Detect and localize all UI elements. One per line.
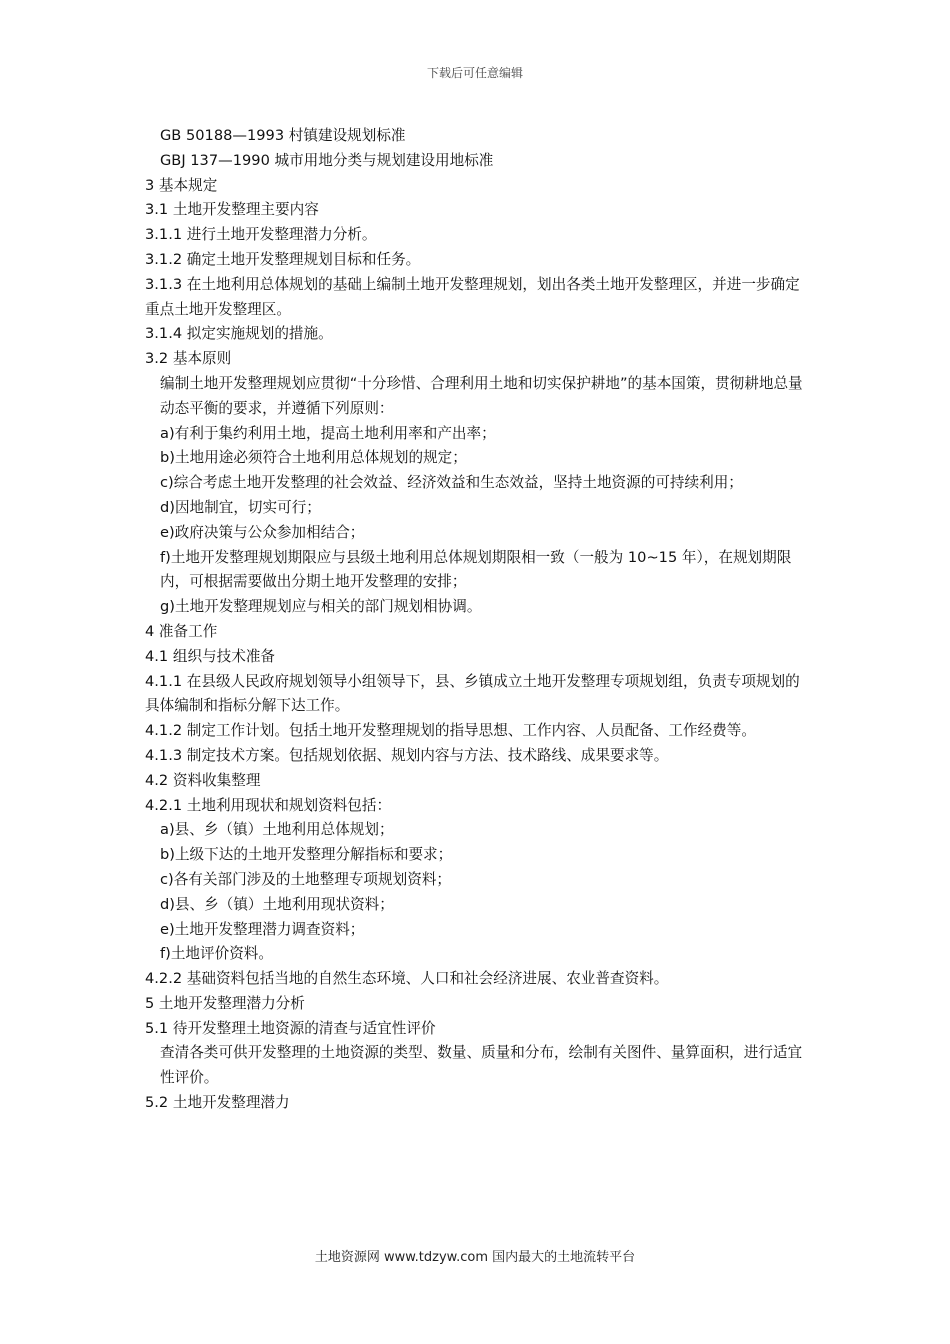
- subsection-heading: 4.1 组织与技术准备: [145, 647, 276, 665]
- clause: 4.1.3 制定技术方案。包括规划依据、规划内容与方法、技术路线、成果要求等。: [145, 746, 669, 764]
- subsection-heading: 4.2 资料收集整理: [145, 771, 261, 789]
- paragraph: 编制土地开发整理规划应贯彻“十分珍惜、合理利用土地和切实保护耕地”的基本国策，贯彻耕地总量动态平衡的要求，并遵循下列原则：: [160, 374, 803, 417]
- list-item: a)县、乡（镇）土地利用总体规划；: [160, 821, 394, 839]
- list-item: e)土地开发整理潜力调查资料；: [160, 920, 365, 938]
- clause: 4.2.1 土地利用现状和规划资料包括：: [145, 796, 392, 814]
- list-item: c)各有关部门涉及的土地整理专项规划资料；: [160, 870, 452, 888]
- section-heading: 3 基本规定: [145, 176, 218, 194]
- clause: 4.2.2 基础资料包括当地的自然生态环境、人口和社会经济进展、农业普查资料。: [145, 970, 669, 988]
- subsection-heading: 5.2 土地开发整理潜力: [145, 1094, 290, 1112]
- list-item: e)政府决策与公众参加相结合；: [160, 523, 365, 541]
- list-item: c)综合考虑土地开发整理的社会效益、经济效益和生态效益，坚持土地资源的可持续利用；: [160, 474, 743, 492]
- clause: 3.1.2 确定土地开发整理规划目标和任务。: [145, 250, 421, 268]
- page-footer: 土地资源网 www.tdzyw.com 国内最大的土地流转平台: [314, 1250, 636, 1265]
- subsection-heading: 3.2 基本原则: [145, 350, 232, 368]
- standard-reference: GBJ 137—1990 城市用地分类与规划建设用地标准: [160, 151, 494, 169]
- list-item: g)土地开发整理规划应与相关的部门规划相协调。: [160, 598, 482, 616]
- list-item: b)上级下达的土地开发整理分解指标和要求；: [160, 846, 453, 864]
- page-header: 下载后可任意编辑: [426, 66, 523, 80]
- clause: 3.1.1 进行土地开发整理潜力分析。: [145, 226, 377, 244]
- document-body: [145, 124, 807, 1116]
- subsection-heading: 3.1 土地开发整理主要内容: [145, 201, 319, 219]
- list-item: a)有利于集约利用土地，提高土地利用率和产出率；: [160, 424, 496, 442]
- list-item: d)因地制宜，切实可行；: [160, 498, 321, 516]
- subsection-heading: 5.1 待开发整理土地资源的清查与适宜性评价: [145, 1019, 436, 1037]
- list-item: f)土地评价资料。: [160, 945, 273, 963]
- section-heading: 5 土地开发整理潜力分析: [145, 994, 305, 1012]
- paragraph: 查清各类可供开发整理的土地资源的类型、数量、质量和分布，绘制有关图件、量算面积，进行适宜性评价。: [160, 1044, 803, 1087]
- clause: 4.1.2 制定工作计划。包括土地开发整理规划的指导思想、工作内容、人员配备、工作经费等。: [145, 722, 756, 740]
- list-item: b)土地用途必须符合土地利用总体规划的规定；: [160, 449, 467, 467]
- clause: 3.1.3 在土地利用总体规划的基础上编制土地开发整理规划，划出各类土地开发整理区，并进一步确定重点土地开发整理区。: [145, 275, 800, 318]
- clause: 4.1.1 在县级人民政府规划领导小组领导下，县、乡镇成立土地开发整理专项规划组，负责专项规划的具体编制和指标分解下达工作。: [145, 672, 800, 715]
- list-item: f)土地开发整理规划期限应与县级土地利用总体规划期限相一致（一般为 10~15 年），在规划期限内，可根据需要做出分期土地开发整理的安排；: [160, 548, 792, 591]
- clause: 3.1.4 拟定实施规划的措施。: [145, 325, 333, 343]
- standard-reference: GB 50188—1993 村镇建设规划标准: [160, 127, 406, 144]
- list-item: d)县、乡（镇）土地利用现状资料；: [160, 895, 394, 913]
- section-heading: 4 准备工作: [145, 622, 218, 640]
